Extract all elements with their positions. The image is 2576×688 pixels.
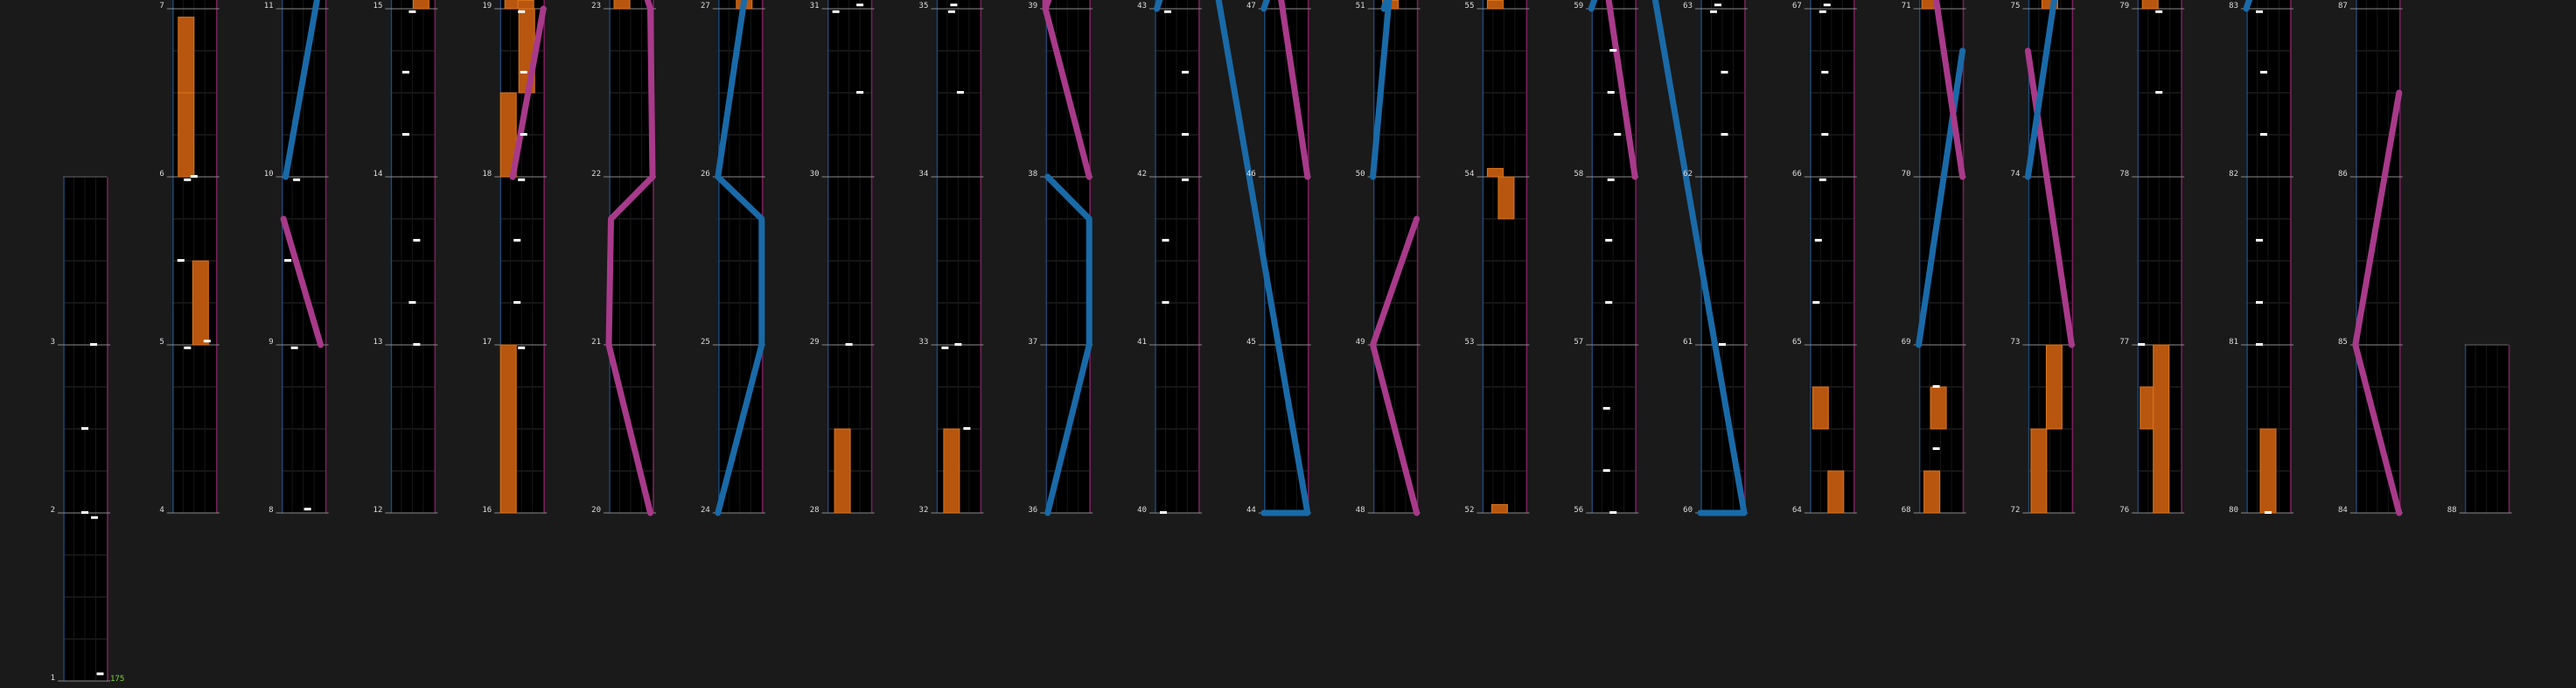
hold-note <box>1487 0 1503 9</box>
measure-label-61: 61 <box>1683 338 1693 347</box>
tap-note <box>957 91 964 94</box>
hold-note <box>500 345 516 513</box>
measure-9 <box>276 177 329 345</box>
measure-52 <box>1476 345 1529 513</box>
hold-note <box>178 93 194 177</box>
measure-label-83: 83 <box>2229 2 2238 11</box>
tap-note <box>1160 511 1167 514</box>
measure-label-57: 57 <box>1574 338 1584 347</box>
measure-66 <box>1805 9 1857 177</box>
tap-note <box>91 516 98 519</box>
measure-62 <box>1695 9 1748 177</box>
measure-label-71: 71 <box>1901 2 1911 11</box>
measure-49 <box>1368 177 1421 345</box>
tap-note <box>520 133 527 136</box>
measure-15 <box>385 0 437 9</box>
measure-17 <box>494 177 547 345</box>
measure-4 <box>167 345 220 513</box>
tap-note <box>1609 511 1616 514</box>
hold-note <box>834 429 850 513</box>
tap-note <box>402 71 409 74</box>
tap-note <box>1819 179 1826 181</box>
measure-label-38: 38 <box>1028 170 1038 179</box>
tap-note <box>950 4 957 6</box>
measure-label-49: 49 <box>1355 338 1365 347</box>
measure-label-62: 62 <box>1683 170 1693 179</box>
bpm-label: 175 <box>110 675 125 684</box>
measure-12 <box>385 345 437 513</box>
measure-label-63: 63 <box>1683 2 1693 11</box>
measure-label-12: 12 <box>373 506 383 515</box>
tap-note <box>1721 133 1728 136</box>
hold-note <box>1930 387 1946 429</box>
measure-13 <box>385 177 437 345</box>
tap-note <box>293 179 300 181</box>
measure-label-53: 53 <box>1464 338 1475 347</box>
hold-note <box>1491 504 1507 513</box>
measure-label-82: 82 <box>2229 170 2238 179</box>
tap-note <box>1162 239 1169 242</box>
tap-note <box>304 508 311 510</box>
tap-note <box>1812 301 1819 304</box>
hold-note <box>2142 0 2158 9</box>
tap-note <box>1608 179 1615 181</box>
measure-label-35: 35 <box>918 2 929 11</box>
measure-label-25: 25 <box>700 338 710 347</box>
measure-label-10: 10 <box>263 170 274 179</box>
hold-note <box>614 0 630 9</box>
hold-note <box>1812 387 1828 429</box>
measure-label-87: 87 <box>2337 2 2348 11</box>
measure-label-19: 19 <box>482 2 492 11</box>
measure-57 <box>1586 177 1638 345</box>
measure-label-88: 88 <box>2447 506 2457 515</box>
measure-label-76: 76 <box>2119 506 2130 515</box>
tap-note <box>1815 239 1822 242</box>
tap-note <box>948 11 955 13</box>
measure-label-33: 33 <box>918 338 929 347</box>
measure-label-2: 2 <box>50 506 55 515</box>
tap-note <box>81 427 88 430</box>
measure-label-1: 1 <box>50 674 55 683</box>
tap-note <box>833 11 840 13</box>
measure-40 <box>1149 345 1202 513</box>
measure-label-34: 34 <box>918 170 929 179</box>
tap-note <box>2260 133 2267 136</box>
measure-label-8: 8 <box>269 506 274 515</box>
measure-label-24: 24 <box>700 506 710 515</box>
measure-37 <box>1040 177 1093 345</box>
measure-label-70: 70 <box>1901 170 1911 179</box>
hold-note <box>2031 429 2047 513</box>
measure-label-28: 28 <box>809 506 820 515</box>
measure-label-79: 79 <box>2119 2 2130 11</box>
measure-label-26: 26 <box>700 170 710 179</box>
hold-note <box>1924 471 1940 513</box>
hold-note <box>1487 168 1503 177</box>
measure-label-29: 29 <box>809 338 820 347</box>
tap-note <box>856 91 863 94</box>
measure-label-14: 14 <box>373 170 383 179</box>
tap-note <box>90 343 97 346</box>
measure-8 <box>276 345 329 513</box>
measure-label-47: 47 <box>1246 2 1256 11</box>
tap-note <box>1609 49 1616 52</box>
measure-label-81: 81 <box>2229 338 2238 347</box>
tap-note <box>413 239 420 242</box>
hold-note <box>944 429 960 513</box>
measure-label-52: 52 <box>1464 506 1475 515</box>
measure-label-7: 7 <box>159 2 164 11</box>
measure-label-13: 13 <box>373 338 383 347</box>
measure-25 <box>713 177 765 345</box>
measure-86 <box>2350 9 2403 177</box>
hold-note <box>413 0 429 9</box>
tap-note <box>1605 239 1612 242</box>
tap-note <box>846 343 853 346</box>
hold-note <box>2260 429 2276 513</box>
measure-label-32: 32 <box>918 506 929 515</box>
tap-note <box>1821 133 1828 136</box>
measure-label-60: 60 <box>1683 506 1693 515</box>
measure-label-31: 31 <box>809 2 820 11</box>
measure-label-85: 85 <box>2337 338 2348 347</box>
measure-label-5: 5 <box>159 338 164 347</box>
tap-note <box>856 4 863 6</box>
measure-label-36: 36 <box>1028 506 1038 515</box>
tap-note <box>204 340 211 342</box>
tap-note <box>191 175 198 178</box>
measure-31 <box>822 0 875 9</box>
tap-note <box>1710 11 1717 13</box>
tap-note <box>1614 133 1621 136</box>
tap-note <box>963 427 970 430</box>
measure-label-74: 74 <box>2010 170 2021 179</box>
measure-82 <box>2241 9 2293 177</box>
measure-label-56: 56 <box>1574 506 1584 515</box>
measure-label-55: 55 <box>1464 2 1475 11</box>
measure-label-67: 67 <box>1791 2 1802 11</box>
measure-label-37: 37 <box>1028 338 1038 347</box>
tap-note <box>954 343 961 346</box>
hold-note <box>178 18 194 93</box>
measure-label-15: 15 <box>373 2 383 11</box>
measure-label-3: 3 <box>50 338 55 347</box>
tap-note <box>2155 91 2162 94</box>
tap-note <box>1819 11 1826 13</box>
tap-note <box>2155 11 2162 13</box>
tap-note <box>1603 407 1610 410</box>
tap-note <box>178 259 185 262</box>
hold-note <box>2154 345 2169 513</box>
measure-label-50: 50 <box>1355 170 1365 179</box>
measure-81 <box>2241 177 2293 345</box>
measure-label-54: 54 <box>1464 170 1475 179</box>
tap-note <box>1824 4 1831 6</box>
hold-note <box>192 261 208 345</box>
measure-label-68: 68 <box>1901 506 1911 515</box>
measure-54 <box>1476 9 1529 177</box>
tap-note <box>413 343 420 346</box>
measure-label-43: 43 <box>1137 2 1147 11</box>
measure-label-84: 84 <box>2337 506 2348 515</box>
tap-note <box>1603 469 1610 472</box>
measure-label-77: 77 <box>2119 338 2130 347</box>
measure-label-66: 66 <box>1791 170 1802 179</box>
tap-note <box>1182 71 1189 74</box>
measure-label-40: 40 <box>1137 506 1147 515</box>
measure-label-6: 6 <box>159 170 164 179</box>
measure-label-21: 21 <box>591 338 601 347</box>
measure-label-58: 58 <box>1574 170 1584 179</box>
tap-note <box>97 672 104 675</box>
tap-note <box>402 133 409 136</box>
measure-label-72: 72 <box>2010 506 2021 515</box>
tap-note <box>81 511 88 514</box>
tap-note <box>520 71 527 74</box>
measure-label-4: 4 <box>159 506 164 515</box>
measure-label-75: 75 <box>2010 2 2021 11</box>
measure-42 <box>1149 9 1202 177</box>
tap-note <box>518 179 525 181</box>
measure-87 <box>2350 0 2403 9</box>
measure-29 <box>822 177 875 345</box>
measure-3 <box>58 177 110 345</box>
measure-label-46: 46 <box>1246 170 1256 179</box>
tap-note <box>1821 71 1828 74</box>
measure-label-11: 11 <box>263 2 274 11</box>
tap-note <box>184 179 191 181</box>
tap-note <box>2260 71 2267 74</box>
measure-33 <box>931 177 983 345</box>
tap-note <box>1714 4 1721 6</box>
measure-label-73: 73 <box>2010 338 2021 347</box>
measure-label-59: 59 <box>1574 2 1584 11</box>
measure-65 <box>1805 177 1857 345</box>
tap-note <box>2265 511 2272 514</box>
measure-label-80: 80 <box>2229 506 2238 515</box>
measure-label-45: 45 <box>1246 338 1256 347</box>
hold-note <box>1828 471 1844 513</box>
tap-note <box>518 347 525 349</box>
hold-note <box>2046 345 2062 429</box>
measure-41 <box>1149 177 1202 345</box>
measure-56 <box>1586 345 1638 513</box>
tap-note <box>1721 71 1728 74</box>
measure-label-20: 20 <box>591 506 601 515</box>
tap-note <box>2138 343 2145 346</box>
measure-7 <box>167 0 220 9</box>
measure-14 <box>385 9 437 177</box>
tap-note <box>2256 343 2263 346</box>
tap-note <box>1162 301 1169 304</box>
measure-label-17: 17 <box>482 338 492 347</box>
measure-label-42: 42 <box>1137 170 1147 179</box>
measure-label-22: 22 <box>591 170 601 179</box>
measure-label-30: 30 <box>809 170 820 179</box>
measure-1 <box>58 513 110 681</box>
tap-note <box>941 347 948 349</box>
measure-label-51: 51 <box>1355 2 1365 11</box>
measure-label-48: 48 <box>1355 506 1365 515</box>
tap-note <box>408 301 415 304</box>
measure-88 <box>2460 345 2512 513</box>
measure-77 <box>2132 177 2184 345</box>
tap-note <box>1933 447 1940 450</box>
tap-note <box>1605 301 1612 304</box>
tap-note <box>518 11 525 13</box>
hold-note <box>518 0 534 9</box>
measure-30 <box>822 9 875 177</box>
measure-label-65: 65 <box>1791 338 1802 347</box>
hold-note <box>1498 177 1514 219</box>
measure-label-64: 64 <box>1791 506 1802 515</box>
tap-note <box>513 301 520 304</box>
measure-label-44: 44 <box>1246 506 1256 515</box>
tap-note <box>2256 11 2263 13</box>
tap-note <box>291 347 298 349</box>
measure-label-69: 69 <box>1901 338 1911 347</box>
tap-note <box>2256 239 2263 242</box>
tap-note <box>284 259 291 262</box>
measure-label-41: 41 <box>1137 338 1147 347</box>
tap-note <box>1608 91 1615 94</box>
tap-note <box>1164 11 1171 13</box>
measure-11 <box>276 0 329 9</box>
tap-note <box>1933 385 1940 388</box>
tap-note <box>513 239 520 242</box>
tap-note <box>1182 179 1189 181</box>
measure-label-9: 9 <box>269 338 274 347</box>
measure-label-16: 16 <box>482 506 492 515</box>
tap-note <box>184 347 191 349</box>
tap-note <box>1182 133 1189 136</box>
tap-note <box>1719 343 1726 346</box>
measure-label-78: 78 <box>2119 170 2130 179</box>
tap-note <box>408 11 415 13</box>
measure-label-23: 23 <box>591 2 601 11</box>
measure-label-18: 18 <box>482 170 492 179</box>
measure-label-39: 39 <box>1028 2 1038 11</box>
tap-note <box>2256 301 2263 304</box>
measure-label-27: 27 <box>700 2 710 11</box>
measure-label-86: 86 <box>2337 170 2348 179</box>
